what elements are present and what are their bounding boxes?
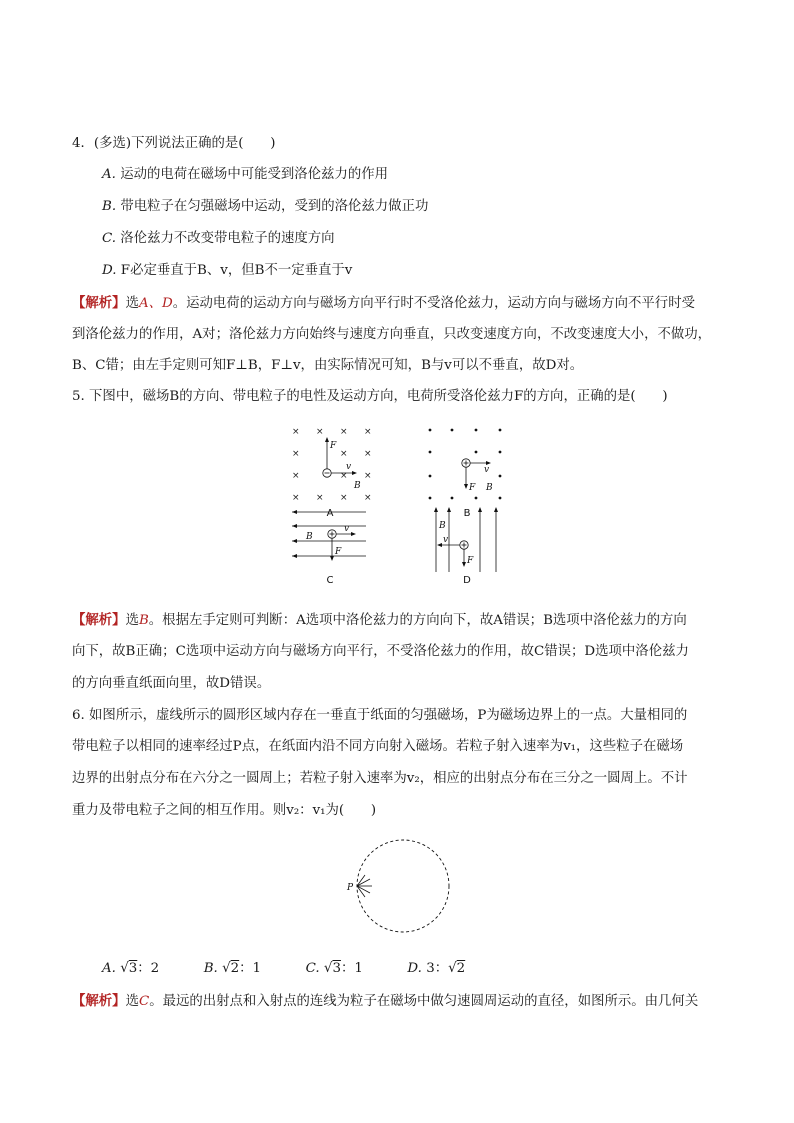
svg-text:×: × (292, 427, 300, 437)
q6-stem-line-2: 带电粒子以相同的速率经过P点，在纸面内沿不同方向射入磁场。若粒子射入速率为v₁，这些粒子在磁场 (72, 739, 684, 754)
q6-option-c: C. √3：1 (305, 961, 363, 976)
label-f: F (330, 441, 337, 451)
q4-option-c (102, 230, 335, 248)
analysis-answer: C (138, 994, 150, 1009)
analysis-pre: 选 (125, 613, 139, 628)
option-key: C. (305, 961, 320, 976)
analysis-pre: 选 (125, 296, 139, 311)
svg-text:×: × (316, 427, 324, 437)
label-v: v (484, 465, 490, 475)
option-rest: ：2 (137, 961, 160, 976)
radicand: 3 (128, 961, 138, 976)
q4-option-a (102, 166, 388, 184)
option-text: 运动的电荷在磁场中可能受到洛伦兹力的作用 (120, 167, 389, 182)
analysis-label: 【解析】 (72, 612, 126, 628)
panel-label-b: B (463, 508, 471, 519)
q5-stem: 5. 下图中，磁场B的方向、带电粒子的电性及运动方向，电荷所受洛伦兹力F的方向，正确的是( ) (72, 389, 668, 404)
q4-stem: 4．(多选)下列说法正确的是( ) (72, 136, 276, 151)
analysis-answer: B (138, 613, 149, 628)
radicand: 3 (332, 961, 341, 976)
label-f: F (469, 483, 476, 493)
panel-b (429, 429, 502, 519)
label-b: B (306, 532, 313, 542)
option-key: B. (203, 961, 218, 976)
option-rest: ：1 (340, 961, 363, 976)
panel-label-d: D (463, 575, 471, 586)
svg-text:×: × (292, 493, 300, 503)
q6-figure (345, 838, 455, 938)
analysis-label: 【解析】 (72, 993, 126, 1009)
analysis-label: 【解析】 (72, 295, 126, 311)
svg-text:×: × (292, 471, 300, 481)
label-v: v (346, 462, 352, 472)
label-v: v (443, 535, 449, 545)
label-b: B (354, 481, 361, 491)
option-text: F必定垂直于B、v，但B不一定垂直于v (120, 263, 353, 278)
radicand: 2 (230, 961, 240, 976)
option-pre: 3： (426, 961, 449, 976)
point-p-label: P (347, 883, 354, 893)
label-b: B (439, 521, 446, 531)
q4-option-d (102, 262, 352, 280)
option-key: A. (102, 167, 116, 182)
q4-option-b (102, 198, 428, 216)
q5-analysis-line-3: 的方向垂直纸面向里，故D错误。 (72, 676, 271, 691)
svg-text:×: × (340, 493, 348, 503)
analysis-text: 。根据左手定则可判断：A选项中洛伦兹力的方向向下，故A错误；B选项中洛伦兹力的方向 (148, 613, 687, 628)
svg-text:×: × (364, 449, 372, 459)
analysis-text: 。运动电荷的运动方向与磁场方向平行时不受洛伦兹力，运动方向与磁场方向不平行时受 (172, 296, 695, 311)
analysis-answer: A、D (138, 296, 173, 311)
panel-label-a: A (326, 508, 334, 519)
q4-analysis-line-2: 到洛伦兹力的作用，A对；洛伦兹力方向始终与速度方向垂直，只改变速度方向，不改变速度大小，不做功， (72, 327, 712, 342)
label-v: v (344, 524, 350, 534)
svg-text:×: × (364, 493, 372, 503)
q6-option-d: D. 3：√2 (407, 961, 466, 976)
q5-figure (280, 420, 520, 590)
radicand: 2 (456, 961, 466, 976)
svg-text:×: × (340, 427, 348, 437)
panel-label-c: C (326, 575, 334, 586)
q6-options (102, 960, 465, 978)
analysis-text: 。最远的出射点和入射点的连线为粒子在磁场中做匀速圆周运动的直径，如图所示。由几何关 (149, 994, 699, 1009)
cross-marks (292, 427, 372, 503)
svg-text:×: × (364, 471, 372, 481)
svg-text:×: × (292, 449, 300, 459)
panel-c (292, 510, 366, 586)
q6-stem-line-4: 重力及带电粒子之间的相互作用。则v₂：v₁为( ) (72, 803, 377, 818)
option-text: 洛伦兹力不改变带电粒子的速度方向 (120, 231, 335, 246)
svg-text:×: × (364, 427, 372, 437)
q4-analysis-line-3: B、C错；由左手定则可知F⊥B，F⊥v，由实际情况可知，B与v可以不垂直，故D对。 (72, 358, 584, 373)
option-key: A. (102, 961, 116, 976)
svg-text:×: × (340, 471, 348, 481)
panel-a (292, 427, 372, 519)
svg-text:×: × (316, 493, 324, 503)
label-f: F (467, 556, 474, 566)
svg-text:×: × (340, 449, 348, 459)
q5-analysis-line-1 (72, 611, 687, 630)
option-key: D. (102, 263, 117, 278)
q6-option-b: B. √2：1 (203, 961, 262, 976)
incident-particles (357, 875, 372, 897)
q5-analysis-line-2: 向下，故B正确；C选项中运动方向与磁场方向平行，不受洛伦兹力的作用，故C错误；D选项中洛伦兹力 (72, 644, 689, 659)
option-key: B. (102, 199, 117, 214)
label-b: B (486, 483, 493, 493)
q6-stem-line-1: 6. 如图所示，虚线所示的圆形区域内存在一垂直于纸面的匀强磁场，P为磁场边界上的一点。大量相同的 (72, 708, 688, 723)
q6-analysis-line-1 (72, 992, 698, 1011)
q6-option-a: A. √3：2 (102, 961, 160, 976)
q4-analysis-line-1 (72, 294, 695, 313)
q6-stem-line-3: 边界的出射点分布在六分之一圆周上；若粒子射入速率为v₂，相应的出射点分布在三分之一圆周上。不计 (72, 771, 688, 786)
option-key: D. (407, 961, 422, 976)
analysis-pre: 选 (125, 994, 139, 1009)
option-rest: ：1 (239, 961, 262, 976)
label-f: F (335, 547, 342, 557)
option-text: 带电粒子在匀强磁场中运动，受到的洛伦兹力做正功 (120, 199, 429, 214)
option-key: C. (102, 231, 117, 246)
